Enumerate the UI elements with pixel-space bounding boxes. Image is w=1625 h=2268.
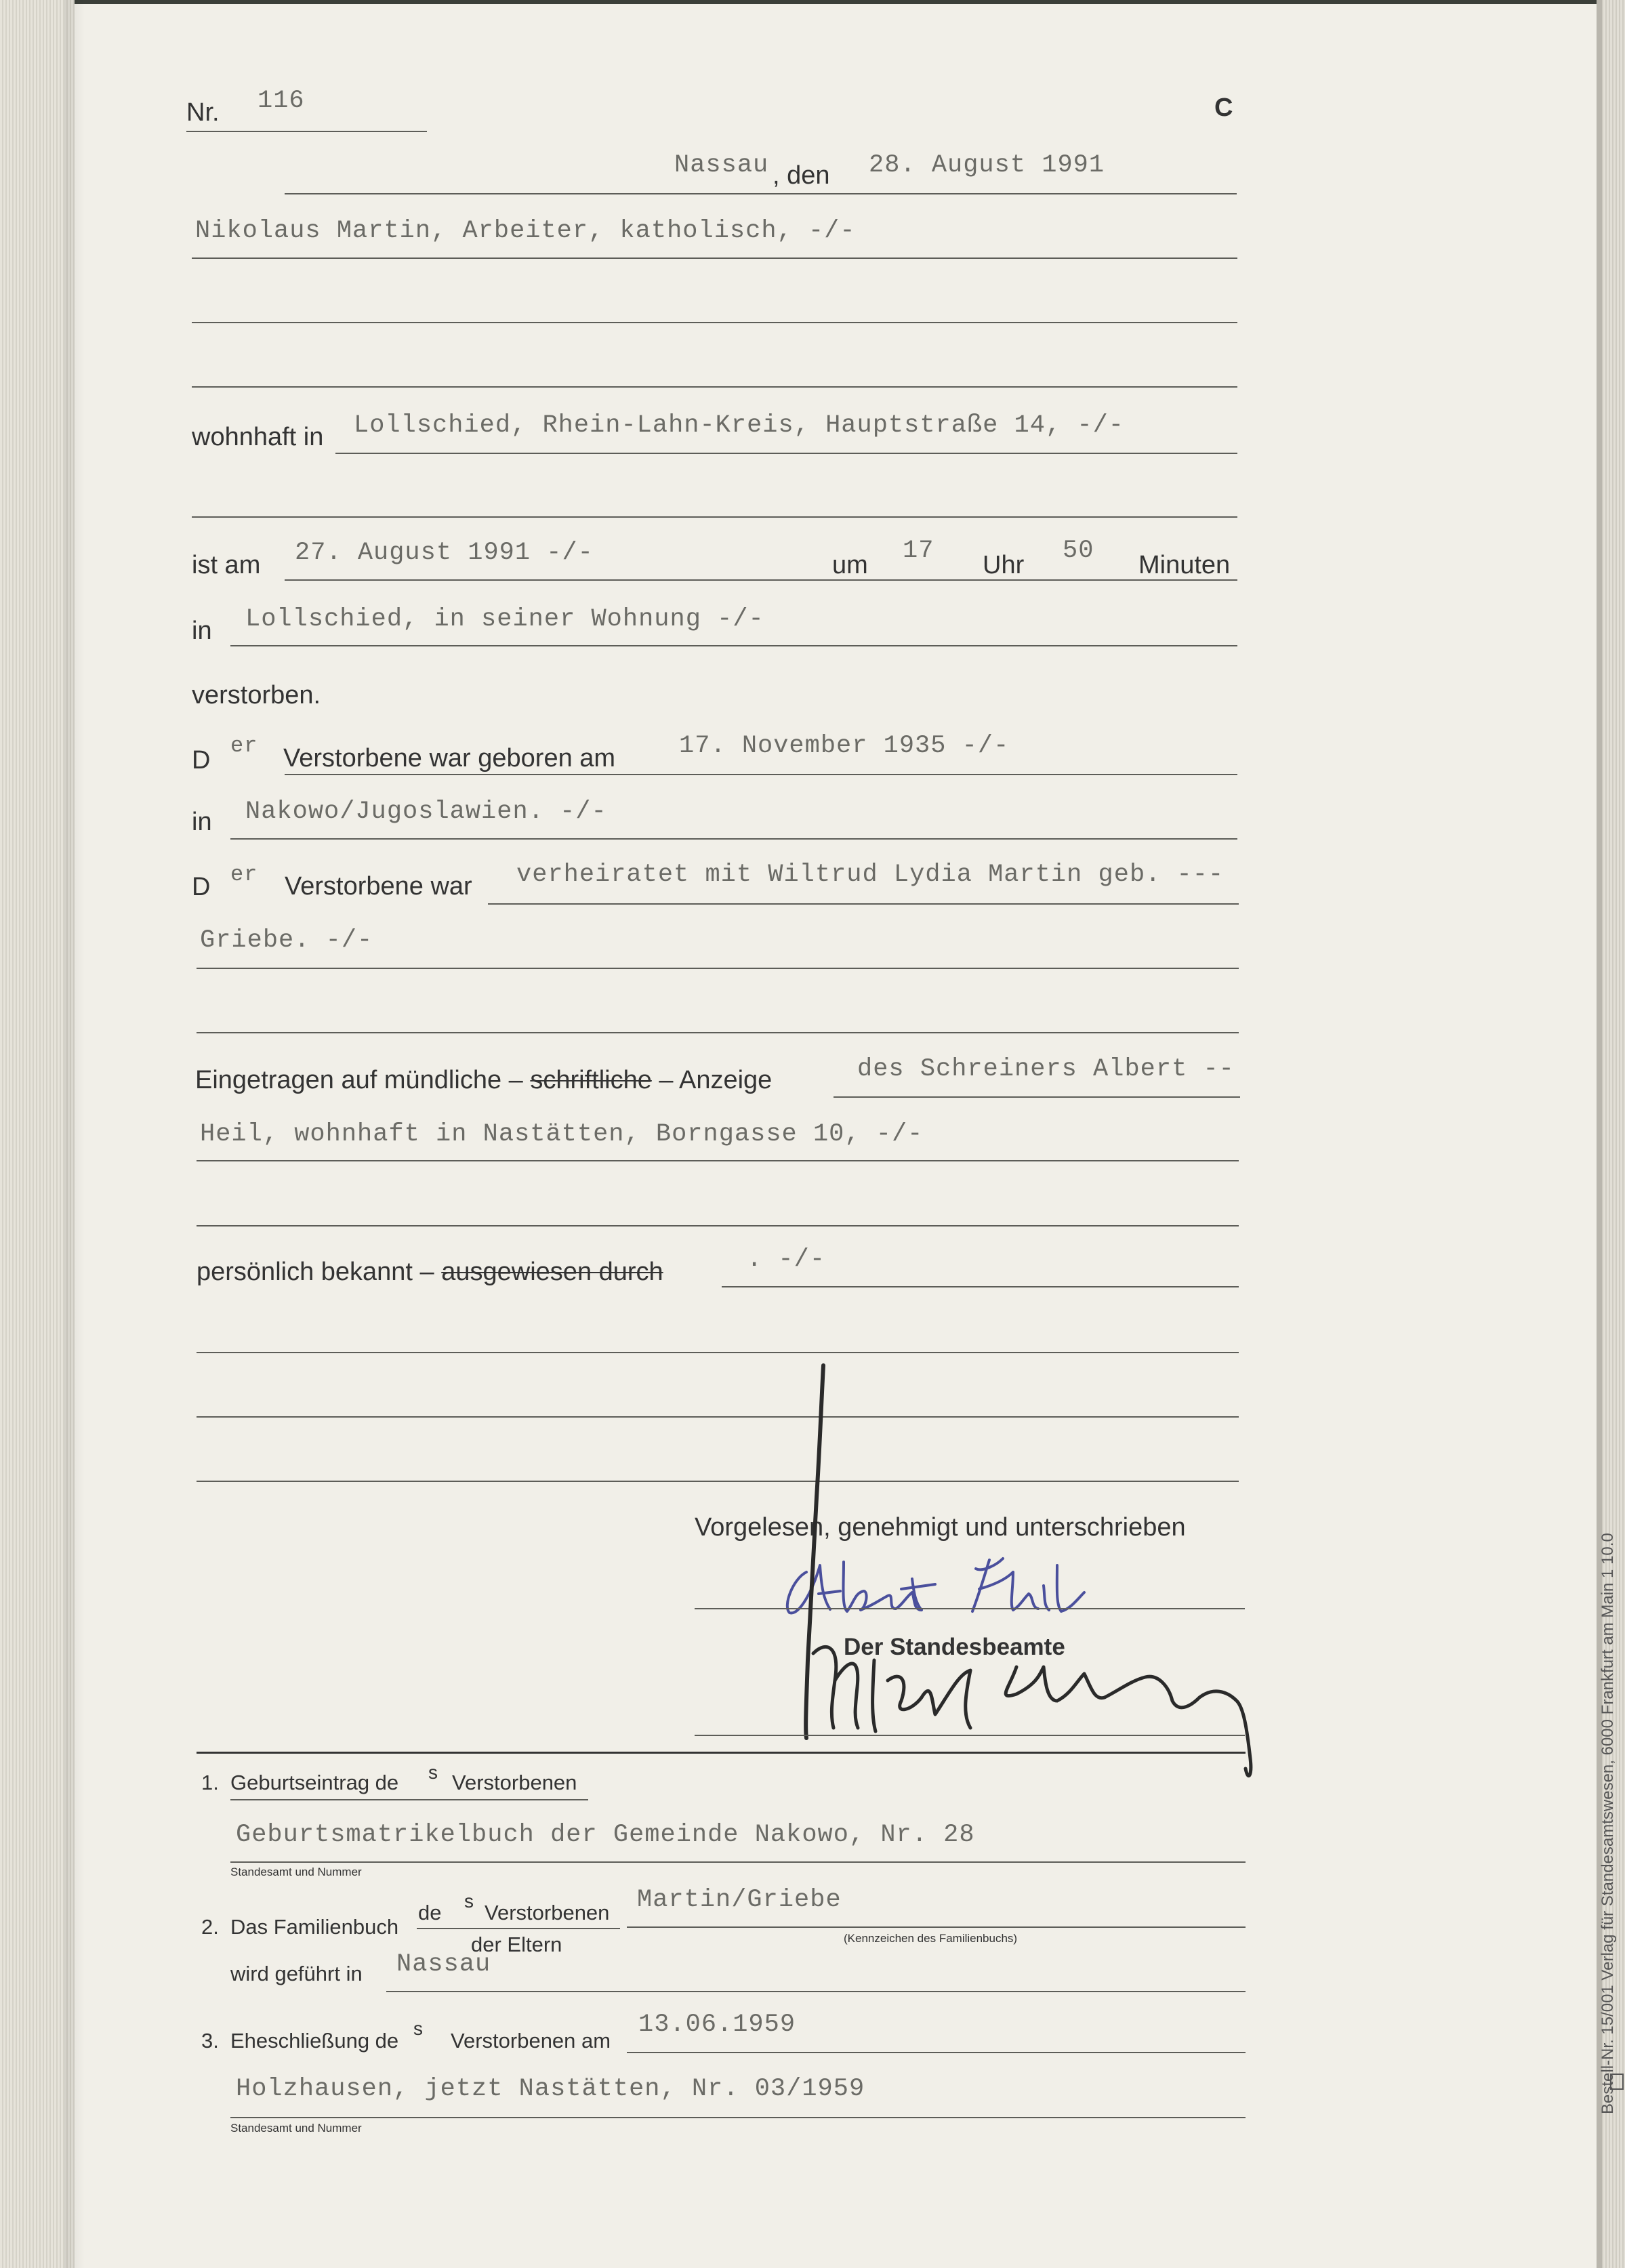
report-value-line2: Heil, wohnhaft in Nastätten, Borngasse 10, -/- bbox=[200, 1120, 924, 1149]
report-rule-3 bbox=[197, 1225, 1239, 1226]
note-2-caption: (Kennzeichen des Familienbuchs) bbox=[844, 1932, 1018, 1945]
note-1-label: Geburtseintrag de bbox=[230, 1771, 399, 1794]
marital-value-line2: Griebe. -/- bbox=[200, 926, 373, 955]
note-1-value: Geburtsmatrikelbuch der Gemeinde Nakowo, Nr. 28 bbox=[236, 1821, 975, 1849]
birth-er-suffix: er bbox=[230, 733, 258, 758]
identity-label bbox=[197, 1258, 663, 1287]
note-2-value: Martin/Griebe bbox=[637, 1886, 842, 1914]
note-2-value-rule bbox=[627, 1926, 1246, 1928]
date-rule bbox=[285, 193, 1237, 194]
note-3-value-rule bbox=[230, 2117, 1246, 2118]
report-rule-1 bbox=[834, 1096, 1240, 1098]
person-rule-3 bbox=[192, 386, 1237, 388]
report-value-line1: des Schreiners Albert -- bbox=[857, 1055, 1235, 1084]
publisher-imprint: Bestell-Nr. 15/001 Verlag für Standesamtswesen, 6000 Frankfurt am Main 1 10.0 bbox=[1599, 1533, 1617, 2114]
report-label-struck: schriftliche bbox=[530, 1066, 652, 1094]
person-rule-1 bbox=[192, 257, 1237, 259]
marital-d-label: D bbox=[192, 873, 211, 901]
note-2-sup: s bbox=[464, 1891, 474, 1912]
birth-rule bbox=[285, 774, 1237, 775]
note-2-gefuehrt-label: wird geführt in bbox=[230, 1962, 363, 1985]
note-2-de: de bbox=[418, 1901, 442, 1924]
official-label: Der Standesbeamte bbox=[844, 1634, 1065, 1660]
page-stack-left bbox=[0, 0, 75, 2268]
uhr-label: Uhr bbox=[983, 551, 1025, 579]
death-time-rule bbox=[285, 579, 1237, 581]
report-label-prefix: Eingetragen auf mündliche – bbox=[195, 1066, 531, 1094]
birth-date: 17. November 1935 -/- bbox=[679, 732, 1010, 760]
note-2-place-rule bbox=[386, 1991, 1246, 1992]
marital-value-line1: verheiratet mit Wiltrud Lydia Martin geb. --- bbox=[516, 861, 1225, 889]
note-3-value: Holzhausen, jetzt Nastätten, Nr. 03/1959 bbox=[236, 2075, 865, 2103]
residence-value: Lollschied, Rhein-Lahn-Kreis, Hauptstraße 14, -/- bbox=[354, 411, 1124, 440]
note-2-fraction-rule bbox=[417, 1928, 620, 1929]
death-date: 27. August 1991 -/- bbox=[295, 539, 594, 567]
verstorben-label: verstorben. bbox=[192, 681, 321, 709]
identity-rule bbox=[722, 1286, 1239, 1287]
residence-rule-2 bbox=[192, 516, 1237, 518]
birth-place: Nakowo/Jugoslawien. -/- bbox=[245, 798, 607, 826]
note-3-date-rule bbox=[627, 2052, 1246, 2053]
note-3-number: 3. bbox=[201, 2029, 219, 2053]
report-rule-2 bbox=[197, 1160, 1239, 1161]
death-minute: 50 bbox=[1063, 537, 1094, 565]
official-signature bbox=[793, 1362, 1267, 1830]
residence-rule bbox=[335, 453, 1237, 454]
note-3-date: 13.06.1959 bbox=[638, 2011, 796, 2039]
nr-label: Nr. bbox=[186, 98, 220, 127]
death-in-label: in bbox=[192, 617, 212, 645]
nr-value: 116 bbox=[258, 87, 305, 115]
nr-rule bbox=[186, 131, 427, 132]
marital-rule-3 bbox=[197, 1032, 1239, 1033]
note-3-label2: Verstorbenen am bbox=[451, 2029, 611, 2053]
note-1-label2: Verstorbenen bbox=[452, 1771, 577, 1794]
note-3-caption: Standesamt und Nummer bbox=[230, 2122, 362, 2135]
birth-d-label: D bbox=[192, 746, 211, 775]
place-of-registration: Nassau bbox=[674, 151, 769, 180]
note-1-caption: Standesamt und Nummer bbox=[230, 1865, 362, 1878]
wohnhaft-label: wohnhaft in bbox=[192, 423, 324, 451]
marital-er-suffix: er bbox=[230, 862, 258, 887]
note-1-label-rule bbox=[230, 1799, 588, 1800]
note-3-label: Eheschließung de bbox=[230, 2029, 399, 2053]
ist-am-label: ist am bbox=[192, 551, 261, 579]
identity-label-prefix: persönlich bekannt – bbox=[197, 1258, 442, 1286]
binding-shadow bbox=[64, 0, 85, 2268]
official-rule bbox=[695, 1735, 1245, 1736]
note-2-verstorbenen: Verstorbenen bbox=[485, 1901, 610, 1924]
note-1-number: 1. bbox=[201, 1771, 219, 1794]
report-label-suffix: – Anzeige bbox=[651, 1066, 773, 1094]
report-label bbox=[195, 1066, 772, 1095]
marital-rule-2 bbox=[197, 968, 1239, 969]
deceased-name-line: Nikolaus Martin, Arbeiter, katholisch, -/- bbox=[195, 217, 856, 245]
note-1-value-rule bbox=[230, 1861, 1246, 1863]
death-place: Lollschied, in seiner Wohnung -/- bbox=[245, 605, 764, 634]
scan-top-edge bbox=[0, 0, 1625, 4]
um-label: um bbox=[832, 551, 868, 579]
registration-date: 28. August 1991 bbox=[869, 151, 1105, 180]
note-2-eltern: der Eltern bbox=[471, 1933, 562, 1956]
birth-in-label: in bbox=[192, 808, 212, 836]
notes-separator bbox=[197, 1752, 1246, 1754]
note-1-sup: s bbox=[428, 1762, 438, 1783]
identity-value: . -/- bbox=[747, 1245, 826, 1274]
den-label: , den bbox=[773, 161, 830, 190]
person-rule-2 bbox=[192, 322, 1237, 323]
note-2-label: Das Familienbuch bbox=[230, 1915, 399, 1939]
death-hour: 17 bbox=[903, 537, 934, 565]
read-approved-label: Vorgelesen, genehmigt und unterschrieben bbox=[695, 1513, 1186, 1542]
minuten-label: Minuten bbox=[1138, 551, 1231, 579]
death-place-rule bbox=[230, 645, 1237, 646]
identity-label-struck: ausgewiesen durch bbox=[441, 1258, 663, 1286]
form-letter: C bbox=[1214, 94, 1233, 122]
blank-rule-1 bbox=[197, 1352, 1239, 1353]
birth-place-rule bbox=[230, 838, 1237, 840]
birth-label: Verstorbene war geboren am bbox=[283, 744, 616, 772]
note-2-number: 2. bbox=[201, 1915, 219, 1939]
marital-rule-1 bbox=[488, 903, 1239, 905]
note-2-place: Nassau bbox=[396, 1950, 491, 1979]
note-3-sup: s bbox=[413, 2018, 423, 2039]
marital-label: Verstorbene war bbox=[285, 872, 472, 901]
